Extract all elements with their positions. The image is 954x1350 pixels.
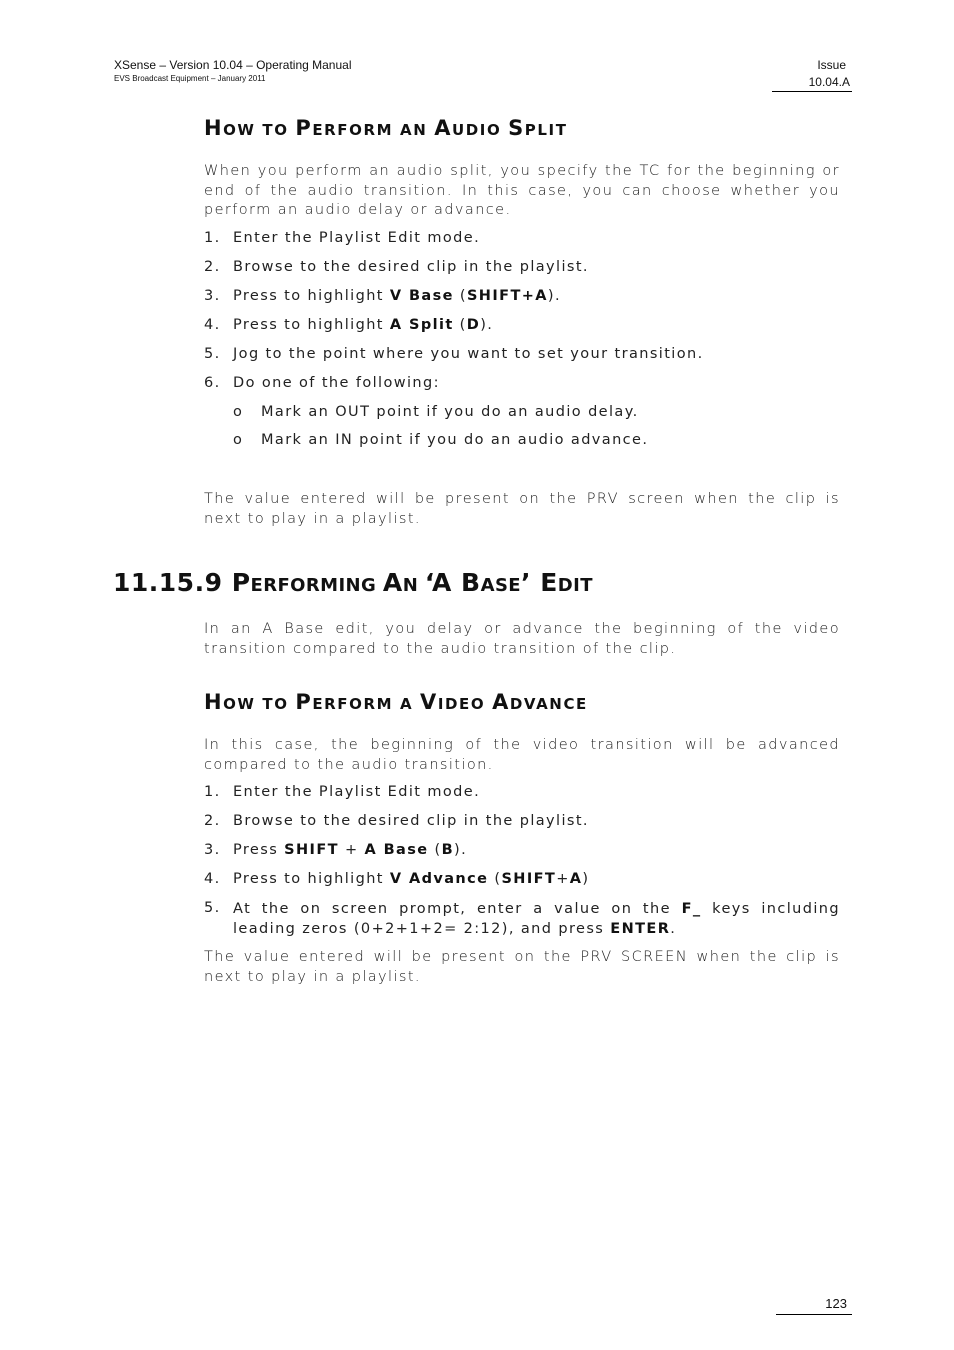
step-text: Browse to the desired clip in the playlist. bbox=[233, 813, 589, 829]
step-text: Press SHIFT + A Base (B). bbox=[233, 842, 468, 858]
heading-a-base-edit: 11.15.9 PERFORMING AN ‘A BASE’ EDIT bbox=[113, 568, 593, 597]
step-text: At the on screen prompt, enter a value on the F_ keys including leading zeros (0+2+1+2= 2:12), and press ENTER. bbox=[233, 901, 840, 937]
step-number: 3. bbox=[204, 842, 221, 858]
video-advance-outro: The value entered will be present on the PRV SCREEN when the clip is next to play in a playlist. bbox=[204, 949, 840, 985]
step-text: Do one of the following: bbox=[233, 375, 440, 391]
heading-audio-split: HOW TO PERFORM AN AUDIO SPLIT bbox=[204, 116, 568, 140]
heading-video-advance: HOW TO PERFORM A VIDEO ADVANCE bbox=[204, 690, 588, 714]
audio-split-intro: When you perform an audio split, you specify the TC for the beginning or end of the audio transition. In this case, you can choose whether you perform an audio delay or advance. bbox=[204, 163, 840, 218]
issue-label: Issue bbox=[817, 58, 846, 72]
step-text: Browse to the desired clip in the playlist. bbox=[233, 259, 589, 275]
bullet-text: Mark an OUT point if you do an audio delay. bbox=[261, 404, 639, 420]
step-number: 6. bbox=[204, 375, 221, 391]
audio-split-outro: The value entered will be present on the PRV screen when the clip is next to play in a playlist. bbox=[204, 491, 840, 527]
step-number: 2. bbox=[204, 259, 221, 275]
step-number: 2. bbox=[204, 813, 221, 829]
step-number: 1. bbox=[204, 230, 221, 246]
step-number: 3. bbox=[204, 288, 221, 304]
video-advance-intro: In this case, the beginning of the video transition will be advanced compared to the audio transition. bbox=[204, 737, 840, 773]
step-text: Enter the Playlist Edit mode. bbox=[233, 230, 481, 246]
bullet-icon: o bbox=[233, 404, 242, 420]
step-number: 5. bbox=[204, 900, 221, 916]
page-number: 123 bbox=[825, 1296, 847, 1311]
footer-rule bbox=[776, 1314, 852, 1315]
step-number: 1. bbox=[204, 784, 221, 800]
bullet-text: Mark an IN point if you do an audio advance. bbox=[261, 432, 649, 448]
step-text: Press to highlight A Split (D). bbox=[233, 317, 494, 333]
header-subtitle: EVS Broadcast Equipment – January 2011 bbox=[114, 74, 266, 83]
step-number: 5. bbox=[204, 346, 221, 362]
step-text: Press to highlight V Base (SHIFT+A). bbox=[233, 288, 561, 304]
bullet-icon: o bbox=[233, 432, 242, 448]
step-text: Press to highlight V Advance (SHIFT+A) bbox=[233, 871, 590, 887]
header-rule bbox=[772, 91, 852, 92]
step-text: Enter the Playlist Edit mode. bbox=[233, 784, 481, 800]
issue-number: 10.04.A bbox=[808, 75, 850, 89]
step-number: 4. bbox=[204, 317, 221, 333]
a-base-intro: In an A Base edit, you delay or advance the beginning of the video transition compared to the audio transition of the clip. bbox=[204, 621, 840, 657]
header-title: XSense – Version 10.04 – Operating Manual bbox=[114, 58, 352, 72]
step-number: 4. bbox=[204, 871, 221, 887]
step-text: Jog to the point where you want to set your transition. bbox=[233, 346, 704, 362]
